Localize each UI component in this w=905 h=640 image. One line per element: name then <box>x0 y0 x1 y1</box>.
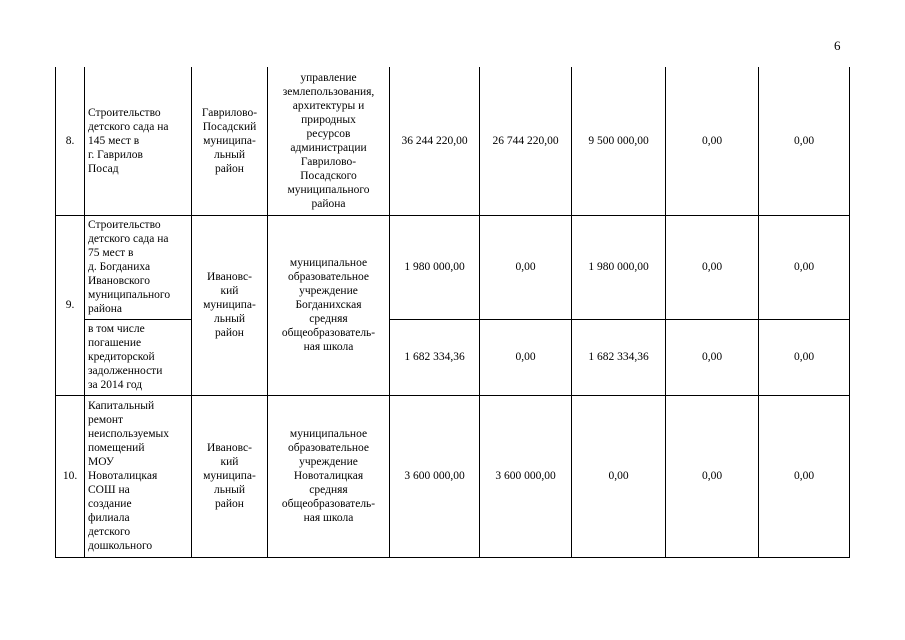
amount-1: 3 600 000,00 <box>480 395 572 557</box>
amount-2: 1 682 334,36 <box>572 319 666 395</box>
amount-3: 0,00 <box>666 215 759 319</box>
object-name: Строительство детского сада на 75 мест в д. Богданиха Ивановского муниципального района <box>85 215 192 319</box>
customer: муниципальное образовательное учреждение Новоталицкая средняя общеобразователь- ная школа <box>268 395 390 557</box>
customer: муниципальное образовательное учреждение Богданихская средняя общеобразователь- ная школа <box>268 215 390 395</box>
amount-3: 0,00 <box>666 395 759 557</box>
amount-2: 9 500 000,00 <box>572 67 666 215</box>
object-subnote: в том числе погашение кредиторской задолженности за 2014 год <box>85 319 192 395</box>
row-number: 10. <box>56 395 85 557</box>
district: Гаврилово- Посадский муниципа- льный район <box>192 67 268 215</box>
total-amount: 1 682 334,36 <box>390 319 480 395</box>
amount-4: 0,00 <box>759 215 850 319</box>
table-row <box>56 215 850 319</box>
total-amount: 1 980 000,00 <box>390 215 480 319</box>
amount-2: 0,00 <box>572 395 666 557</box>
object-name: Капитальный ремонт неиспользуемых помещений МОУ Новоталицкая СОШ на создание филиала детского дошкольного <box>85 395 192 557</box>
page-number: 6 <box>834 38 841 53</box>
funding-table <box>55 67 850 558</box>
row-number: 8. <box>56 67 85 215</box>
amount-4: 0,00 <box>759 67 850 215</box>
total-amount: 3 600 000,00 <box>390 395 480 557</box>
object-name: Строительство детского сада на 145 мест в г. Гаврилов Посад <box>85 67 192 215</box>
amount-3: 0,00 <box>666 67 759 215</box>
district: Ивановс- кий муниципа- льный район <box>192 215 268 395</box>
row-number: 9. <box>56 215 85 395</box>
amount-1: 0,00 <box>480 215 572 319</box>
district: Ивановс- кий муниципа- льный район <box>192 395 268 557</box>
customer: управление землепользования, архитектуры и природных ресурсов администрации Гаврилово- Посадского муниципального района <box>268 67 390 215</box>
table-row <box>56 319 850 395</box>
amount-4: 0,00 <box>759 395 850 557</box>
table-row <box>56 67 850 215</box>
amount-1: 0,00 <box>480 319 572 395</box>
total-amount: 36 244 220,00 <box>390 67 480 215</box>
table-row <box>56 395 850 557</box>
amount-1: 26 744 220,00 <box>480 67 572 215</box>
amount-2: 1 980 000,00 <box>572 215 666 319</box>
amount-4: 0,00 <box>759 319 850 395</box>
amount-3: 0,00 <box>666 319 759 395</box>
